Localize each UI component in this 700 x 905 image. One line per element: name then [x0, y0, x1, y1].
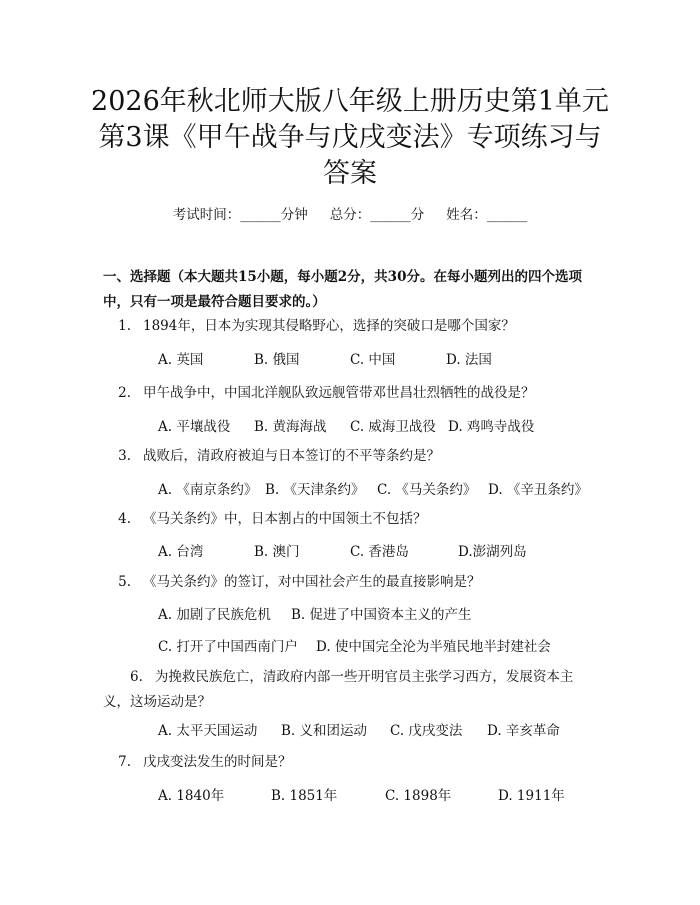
student-name-field: 姓名：______ [446, 207, 528, 223]
option-d: D. 1911年 [498, 788, 565, 804]
option-d: D. 辛亥革命 [487, 723, 560, 739]
option-a: A. 英国 [158, 352, 204, 368]
total-score-field: 总分：______分 [329, 207, 425, 223]
question-4 [103, 507, 598, 532]
option-c: C. 打开了中国西南门户 [158, 639, 298, 655]
question-number: 4. [118, 511, 131, 527]
question-number: 3. [118, 448, 131, 464]
question-number: 7. [118, 754, 131, 770]
option-b: B. 黄海海战 [254, 419, 327, 435]
question-7 [103, 750, 598, 775]
question-number: 1. [118, 318, 131, 334]
option-d: D. 法国 [446, 352, 492, 368]
question-text: 战败后，清政府被迫与日本签订的不平等条约是？ [143, 448, 440, 464]
document-title [60, 84, 640, 192]
question-text: 戊戌变法发生的时间是？ [143, 754, 292, 770]
question-number: 6. [130, 669, 143, 685]
option-b: B. 澳门 [254, 544, 300, 560]
option-d: D.澎湖列岛 [458, 544, 527, 560]
title-line-1: 2026年秋北师大版八年级上册历史第1单元 [91, 86, 609, 117]
option-b: B. 1851年 [271, 788, 338, 804]
exam-info [0, 205, 700, 225]
option-b: B. 《天津条约》 [265, 482, 365, 498]
question-2 [103, 381, 598, 406]
title-line-3: 答案 [323, 158, 377, 189]
option-a: A. 1840年 [158, 788, 225, 804]
question-1 [103, 314, 598, 339]
question-text: 《马关条约》中，日本割占的中国领土不包括？ [143, 511, 427, 527]
question-text: 《马关条约》的签订，对中国社会产生的最直接影响是？ [143, 574, 481, 590]
exam-time-field: 考试时间：______分钟 [172, 207, 308, 223]
option-b: B. 义和团运动 [281, 723, 368, 739]
option-c: C. 1898年 [385, 788, 452, 804]
question-5 [103, 570, 598, 595]
option-a: A. 台湾 [158, 544, 204, 560]
option-b: B. 促进了中国资本主义的产生 [291, 607, 472, 623]
question-text: 1894年，日本为实现其侵略野心，选择的突破口是哪个国家？ [143, 318, 515, 334]
title-line-2: 第3课《甲午战争与戊戌变法》专项练习与 [98, 122, 602, 153]
option-b: B. 俄国 [254, 352, 300, 368]
option-a: A. 加剧了民族危机 [158, 607, 271, 623]
option-d: D. 《辛丑条约》 [488, 482, 588, 498]
option-c: C. 《马关条约》 [377, 482, 477, 498]
option-d: D. 鸡鸣寺战役 [448, 419, 535, 435]
option-a: A. 平壤战役 [158, 419, 231, 435]
question-6 [103, 665, 598, 715]
option-c: C. 香港岛 [350, 544, 409, 560]
question-3 [103, 444, 598, 469]
question-number: 2. [118, 385, 131, 401]
question-text: 甲午战争中，中国北洋舰队致远舰管带邓世昌壮烈牺牲的战役是？ [143, 385, 535, 401]
question-text: 为挽救民族危亡，清政府内部一些开明官员主张学习西方，发展资本主义，这场运动是？ [103, 669, 574, 710]
option-c: C. 威海卫战役 [350, 419, 436, 435]
option-c: C. 戊戌变法 [390, 723, 463, 739]
option-a: A. 太平天国运动 [158, 723, 258, 739]
option-d: D. 使中国完全沦为半殖民地半封建社会 [316, 639, 551, 655]
option-a: A. 《南京条约》 [158, 482, 258, 498]
question-number: 5. [118, 574, 131, 590]
section-heading: 一、选择题（本大题共15小题，每小题2分，共30分。在每小题列出的四个选项中，只有一项是最符合题目要求的。） [103, 269, 582, 310]
option-c: C. 中国 [350, 352, 396, 368]
